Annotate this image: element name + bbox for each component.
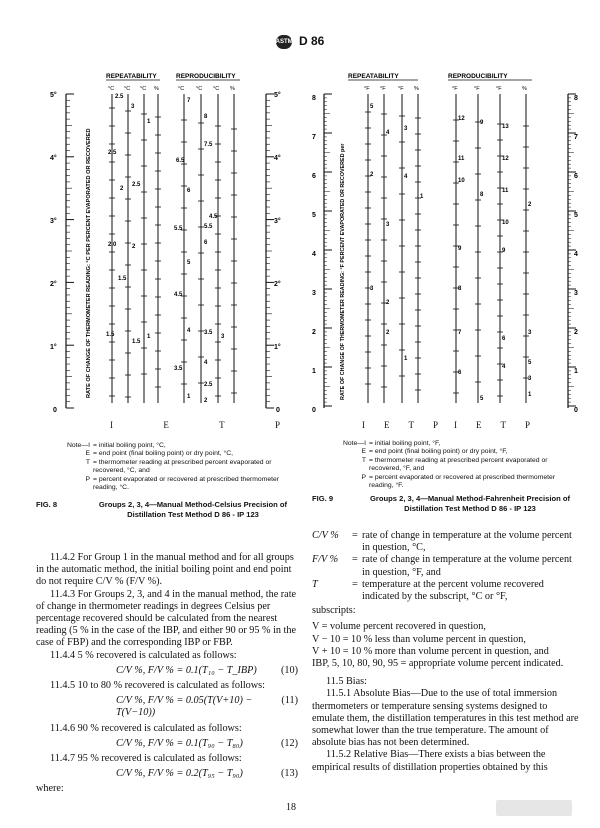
fig8-rpr-val-18: 2 (204, 398, 208, 404)
para-11-4-2: 11.4.2 For Group 1 in the manual method and for all groups in the automatic method, the initial boiling point and end point do not require C/V % (F/V %). (36, 552, 294, 588)
para-11-5-2: 11.5.2 Relative Bias—There exists a bias between the empirical results of distillation properties obtained by this (312, 749, 548, 773)
fig8-rep-val-12: 1 (147, 334, 151, 340)
definition-cv-text: rate of change in temperature at the volume percent in question, °C, (362, 530, 572, 554)
fig8-unit-1: °C (108, 86, 115, 92)
fig9-repeatability-label: REPEATABILITY (348, 73, 399, 80)
fig8-rpr-val-15: 3 (221, 334, 225, 340)
subscript-v-plus: V + 10 = 10 % more than volume percent in question, and (312, 645, 549, 657)
fig9-tick-7: 7 (312, 134, 316, 141)
fig9-note-key-4: P (361, 473, 366, 481)
fig8-note-key-1: Note—I (66, 442, 90, 449)
fig9-rep-val-7: 1 (420, 194, 424, 200)
fig9-unit-2: °F (380, 86, 386, 92)
fig9-unit-r4: % (522, 86, 527, 92)
fig8-tick-4: 4° (50, 155, 57, 162)
fig9-unit-r2: °F (474, 86, 480, 92)
fig8-rep-val-11: 1.5 (132, 339, 141, 345)
fig9-rpr-val-4: 11 (458, 156, 465, 162)
fig9-rtick-7: 7 (574, 134, 578, 141)
fig8-rep-val-10: 1.5 (106, 332, 115, 338)
equation-10 (36, 665, 298, 677)
subscripts-label: subscripts: (312, 605, 356, 617)
fig9-rpr-val-13: 8 (458, 286, 462, 292)
fig9-rpr-val-19: 3 (528, 376, 532, 382)
fig8-rpr-val-11: 4.5 (174, 292, 183, 298)
fig9-rep-val-2: 4 (386, 130, 390, 136)
fig9-note-text-2: = end point (final boiling point) or dry point, °F, (369, 448, 508, 456)
fig8-note-text-3: = thermometer reading at prescribed percent evaporated or recovered, °C, and (93, 458, 272, 475)
fig8-label-i: I (110, 420, 113, 430)
fig9-rtick-2: 2 (574, 329, 578, 336)
fig8-rtick-3: 3° (274, 218, 281, 225)
fig9-col-labels-rep (362, 420, 438, 430)
fig8-rpr-val-17: 2.5 (204, 382, 213, 388)
subscript-v: V = volume percent recovered in question, (312, 621, 486, 633)
fig9-tick-4: 4 (312, 251, 316, 258)
fig8-rpr-val-19: 1 (187, 394, 191, 400)
fig9-rpr-val-16: 3 (528, 330, 532, 336)
fig8-reproducibility-label: REPRODUCIBILITY (176, 73, 236, 80)
fig8-rpr-val-12: 4 (187, 328, 191, 334)
heading-11-5: 11.5 Bias: (326, 676, 367, 688)
equation-13 (36, 768, 298, 780)
figure-8-nomograph (48, 68, 298, 418)
fig9-rpr-val-15: 6 (502, 336, 506, 342)
fig9-col-labels-rpr (454, 420, 530, 430)
equation-13-number: (13) (281, 768, 298, 780)
fig8-rep-val-4: 2.5 (108, 150, 117, 156)
fig9-note-text-3: = thermometer reading at prescribed percent evaporated or recovered, °F, and (369, 456, 548, 473)
fig9-rep-val-4: 4 (404, 174, 408, 180)
definition-cv-term: C/V % (312, 530, 339, 541)
astm-logo: ASTM (276, 35, 292, 49)
fig9-rpr-val-21: 1 (528, 392, 532, 398)
fig8-caption-text: Groups 2, 3, 4—Manual Method-Celsius Precision of Distillation Test Method D 86 - IP 123 (98, 500, 288, 519)
fig9-rtick-1: 1 (574, 368, 578, 375)
fig8-rpr-val-9: 6 (204, 240, 208, 246)
fig9-rpr-val-20: 6 (458, 370, 462, 376)
fig9-tick-2: 2 (312, 329, 316, 336)
fig9-rep-val-6: 3 (386, 222, 390, 228)
fig9-label-e-r: E (475, 420, 482, 430)
fig8-note-key-4: P (85, 475, 90, 483)
equation-12-number: (12) (281, 737, 298, 749)
fig9-unit-r1: °F (452, 86, 458, 92)
fig9-rpr-val-3: 13 (502, 124, 509, 130)
fig9-rtick-3: 3 (574, 290, 578, 297)
equation-12 (36, 738, 298, 750)
fig8-rtick-5: 5° (274, 92, 281, 99)
fig9-note-key-1: Note—I (342, 440, 366, 447)
fig9-tick-3: 3 (312, 290, 316, 297)
fig9-label-t-r: T (500, 420, 506, 430)
fig8-rpr-val-4: 6.5 (176, 158, 185, 164)
page-number: 18 (286, 802, 296, 813)
fig9-label-e: E (383, 420, 390, 430)
fig9-tick-8: 8 (312, 95, 316, 102)
fig8-rep-val-6: 2.5 (132, 182, 141, 188)
page-header (0, 34, 600, 49)
fig8-caption (36, 500, 298, 519)
fig8-rpr-val-1: 7 (187, 98, 191, 104)
fig9-rpr-val-1: 12 (458, 116, 465, 122)
fig8-rtick-2: 2° (274, 281, 281, 288)
fig9-rpr-val-11: 9 (458, 246, 462, 252)
fig9-tick-5: 5 (312, 212, 316, 219)
fig8-unit-r4: % (230, 86, 235, 92)
fig9-rpr-val-5: 12 (502, 156, 509, 162)
fig8-unit-2: °C (124, 86, 131, 92)
fig8-rpr-val-6: 4.5 (209, 214, 218, 220)
fig9-label-t: T (408, 420, 414, 430)
fig8-note-text-2: = end point (final boiling point) or dry point, °C, (93, 450, 234, 458)
right-column-text (312, 530, 580, 774)
fig9-rep-val-3: 3 (404, 126, 408, 132)
equation-11 (36, 695, 298, 719)
para-11-4-5: 11.4.5 10 to 80 % recovered is calculated as follows: (50, 680, 265, 692)
fig9-rtick-5: 5 (574, 212, 578, 219)
fig9-note-key-2: E (361, 448, 366, 456)
subscript-ibp: IBP, 5, 10, 80, 90, 95 = appropriate volume percent indicated. (312, 658, 564, 670)
para-11-4-7: 11.4.7 95 % recovered is calculated as follows: (50, 753, 242, 765)
fig8-rpr-val-14: 3.5 (174, 366, 183, 372)
fig8-col-labels (110, 420, 280, 430)
fig9-rpr-val-22: 5 (480, 396, 484, 402)
fig9-rtick-6: 6 (574, 173, 578, 180)
fig8-rep-val-1: 2.5 (115, 94, 124, 100)
fig8-unit-r3: °C (213, 86, 220, 92)
equation-11-number: (11) (281, 695, 298, 707)
para-11-4-3: 11.4.3 For Groups 2, 3, and 4 in the manual method, the rate of change in thermometer readings in degrees Celsius per percentage recovered should be calculated from the nearest reading (5 % in the case of the IBP, and either 90 or 95 % in the case of FBP) and the corresponding IBP or FBP. (36, 588, 297, 649)
fig8-tick-3: 3° (50, 218, 57, 225)
fig9-rpr-val-8: 8 (480, 192, 484, 198)
fig8-rpr-val-10: 5 (187, 260, 191, 266)
fig8-label-t: T (219, 420, 225, 430)
fig9-rep-val-5: 2 (370, 172, 374, 178)
fig9-note-text-1: = initial boiling point, °F, (369, 440, 441, 447)
fig9-rpr-val-9: 10 (502, 220, 509, 226)
fig9-rtick-0: 0 (574, 407, 578, 414)
definition-cv: C/V % = rate of change in temperature at the volume percent in question, °C, (312, 530, 580, 554)
fig8-rep-val-2: 3 (131, 104, 135, 110)
definition-fv-term: F/V % (312, 554, 339, 566)
fig9-rpr-val-17: 5 (528, 360, 532, 366)
fig9-rep-val-11: 1 (404, 356, 408, 362)
fig9-caption (312, 494, 580, 513)
fig8-tick-0: 0 (53, 407, 57, 414)
para-11-5-1: 11.5.1 Absolute Bias—Due to the use of total immersion thermometers or temperature sensing systems designed to emulate them, the distillation temperatures in this test method are somewhat lower than the true temperature. The amount of absolute bias has not been determined. (312, 688, 579, 749)
fig8-rep-val-3: 1 (147, 119, 151, 125)
fig8-tick-5: 5° (50, 92, 57, 99)
equation-12-text: C/V %, F/V % = 0.1(T₉₀ − T₈₀) (116, 737, 243, 749)
fig8-rpr-val-5: 6 (187, 188, 191, 194)
fig8-rep-val-5: 2 (120, 186, 124, 192)
fig8-rtick-1: 1° (274, 344, 281, 351)
fig8-unit-r2: °C (196, 86, 203, 92)
fig9-rpr-val-2: 9 (480, 120, 484, 126)
fig9-rpr-val-10: 2 (528, 202, 532, 208)
fig8-right-scale (266, 94, 274, 408)
fig8-axis-title: RATE OF CHANGE OF THERMOMETER READING: °C PER PERCENT EVAPORATED OR RECOVERED (86, 128, 92, 398)
fig9-tick-0: 0 (312, 407, 316, 414)
left-column-text (36, 552, 298, 796)
fig8-rpr-val-7: 5.5 (174, 226, 183, 232)
fig9-tick-1: 1 (312, 368, 316, 375)
fig9-note-text-4: = percent evaporated or recovered at prescribed thermometer reading, °F. (369, 473, 556, 490)
fig9-rep-val-10: 2 (386, 330, 390, 336)
fig9-label-i-r: I (454, 420, 457, 430)
fig8-rpr-val-13: 3.5 (204, 330, 213, 336)
figure-9-nomograph (310, 68, 590, 418)
fig9-label-p: P (432, 420, 438, 430)
fig8-tick-1: 1° (50, 344, 57, 351)
fig9-unit-r3: °F (496, 86, 502, 92)
fig8-note-key-2: E (85, 450, 90, 458)
fig8-note (36, 442, 296, 492)
designation: D 86 (298, 34, 325, 48)
fig9-scales (324, 94, 576, 406)
fig8-repeatability-label: REPEATABILITY (106, 73, 157, 80)
fig8-note-text-4: = percent evaporated or recovered at prescribed thermometer reading, °C. (93, 475, 280, 492)
equation-11-text: C/V %, F/V % = 0.05(T(V+10) − T(V−10)) (116, 695, 253, 719)
fig8-label-p: P (274, 420, 280, 430)
fig9-rpr-val-6: 11 (502, 188, 509, 194)
definition-fv-text: rate of change in temperature at the volume percent in question, °F, and (362, 554, 572, 578)
fig9-caption-text: Groups 2, 3, 4—Manual Method-Fahrenheit Precision of Distillation Test Method D 86 - IP 123 (370, 494, 570, 513)
fig8-rtick-4: 4° (274, 155, 281, 162)
fig9-tick-6: 6 (312, 173, 316, 180)
fig9-label-p-r: P (524, 420, 530, 430)
definition-t-term: T (312, 578, 318, 590)
fig8-note-text-1: = initial boiling point, °C, (93, 442, 166, 449)
where-label: where: (36, 783, 64, 795)
fig8-label-e: E (163, 420, 169, 430)
fig9-caption-label: FIG. 9 (312, 494, 334, 503)
fig9-rpr-val-7: 10 (458, 178, 465, 184)
fig8-rpr-val-16: 4 (204, 360, 208, 366)
fig9-axis-title: RATE OF CHANGE OF THERMOMETER READING: °F PERCENT EVAPORATED OR RECOVERED per (340, 143, 346, 400)
fig8-tick-2: 2° (50, 281, 57, 288)
para-11-4-6: 11.4.6 90 % recovered is calculated as follows: (50, 722, 242, 734)
fig9-reproducibility-label: REPRODUCIBILITY (448, 73, 508, 80)
fig8-left-scale (66, 94, 74, 408)
fig9-unit-1: °F (364, 86, 370, 92)
fig8-unit-3: °C (140, 86, 147, 92)
watermark-block (496, 800, 572, 816)
fig9-rep-val-1: 5 (370, 104, 374, 110)
fig8-note-key-3: T (85, 458, 90, 466)
fig8-rpr-val-2: 8 (204, 114, 208, 120)
fig9-rpr-val-12: 9 (502, 248, 506, 254)
fig8-unit-4: % (154, 86, 159, 92)
fig9-note-key-3: T (361, 456, 366, 464)
definition-t: T = temperature at the percent volume recovered indicated by the subscript, °C or °F, (312, 579, 580, 603)
fig8-rpr-val-3: 7.5 (204, 142, 213, 148)
definition-fv: F/V % = rate of change in temperature at the volume percent in question, °F, and (312, 554, 580, 578)
equation-10-number: (10) (281, 664, 298, 676)
fig8-rep-val-9: 1.5 (118, 276, 127, 282)
equation-13-text: C/V %, F/V % = 0.2(T₉₅ − T₉₀) (116, 768, 243, 780)
fig9-rtick-4: 4 (574, 251, 578, 258)
fig9-unit-3: °F (398, 86, 404, 92)
fig8-rep-val-7: 2.0 (108, 242, 117, 248)
fig8-rpr-val-8: 5.5 (204, 224, 213, 230)
fig8-rep-val-8: 2 (132, 244, 136, 250)
fig9-rtick-8: 8 (574, 95, 578, 102)
fig9-rpr-val-18: 4 (502, 364, 506, 370)
para-11-4-4: 11.4.4 5 % recovered is calculated as follows: (50, 649, 237, 661)
fig9-label-i: I (362, 420, 365, 430)
fig8-unit-r1: °C (178, 86, 185, 92)
fig9-note (312, 440, 578, 490)
equation-10-text: C/V %, F/V % = 0.1(T₁₀ − T_IBP) (116, 664, 257, 676)
fig9-rpr-val-14: 7 (458, 330, 462, 336)
fig9-rep-val-8: 3 (370, 286, 374, 292)
fig9-rep-val-9: 2 (386, 300, 390, 306)
fig8-rtick-0: 0 (276, 407, 280, 414)
subscript-v-minus: V − 10 = 10 % less than volume percent in question, (312, 633, 526, 645)
fig8-caption-label: FIG. 8 (36, 500, 58, 509)
fig9-unit-4: % (414, 86, 419, 92)
definition-t-text: temperature at the percent volume recovered indicated by the subscript, °C or °F, (362, 578, 544, 603)
